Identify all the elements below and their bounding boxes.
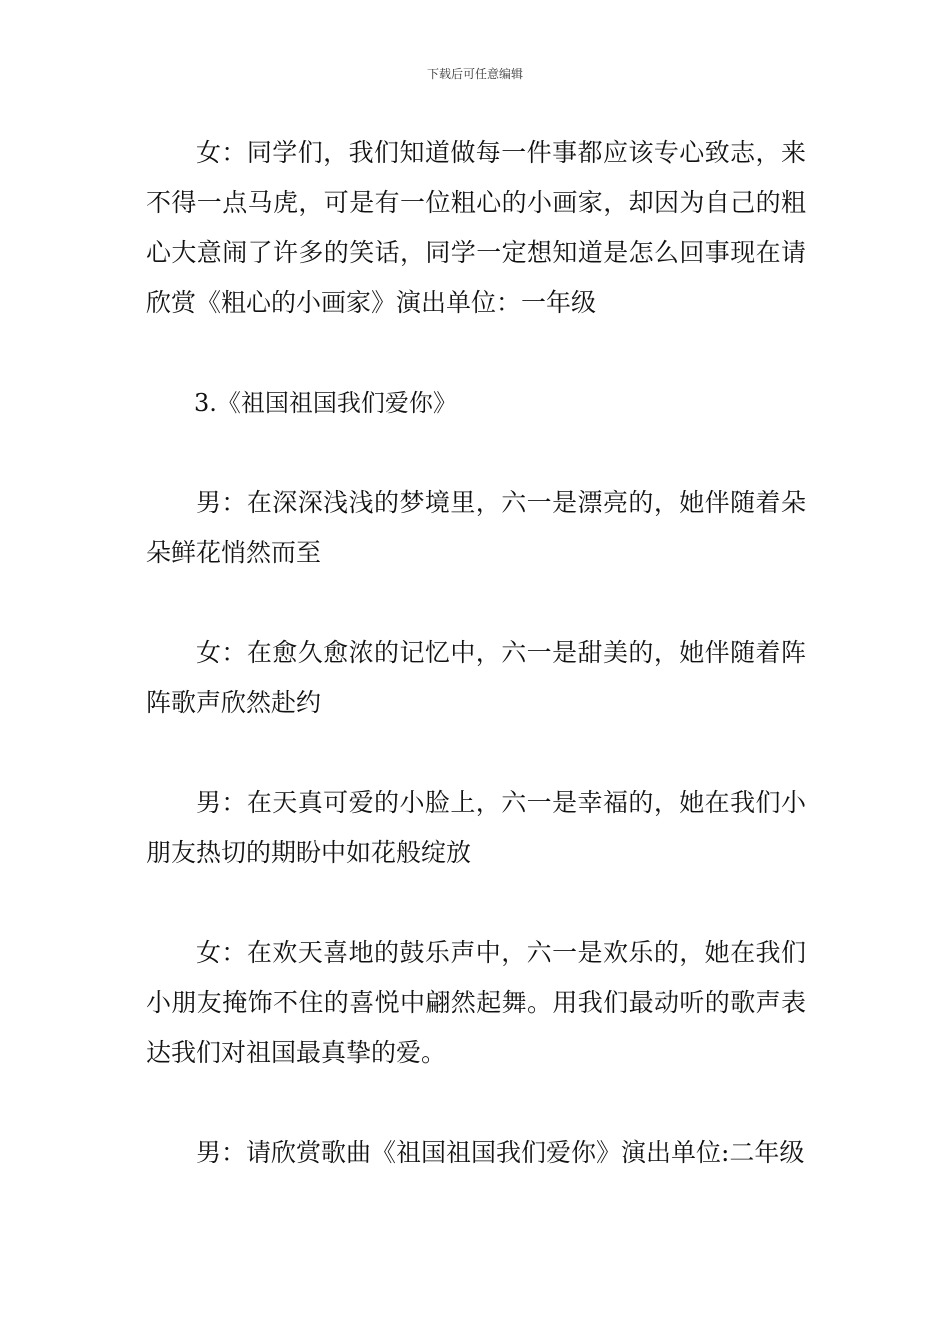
paragraph-female-2: 女：在欢天喜地的鼓乐声中，六一是欢乐的，她在我们小朋友掩饰不住的喜悦中翩然起舞。用我们最动听的歌声表达我们对祖国最真挚的爱。 [146,938,806,1067]
paragraph-male-1: 男：在深深浅浅的梦境里，六一是漂亮的，她伴随着朵朵鲜花悄然而至 [146,488,806,567]
section-heading: 3.《祖国祖国我们爱你》 [194,389,457,417]
paragraph-male-2: 男：在天真可爱的小脸上，六一是幸福的，她在我们小朋友热切的期盼中如花般绽放 [146,788,806,867]
paragraph-gap [146,428,806,478]
paragraph-female-1: 女：在愈久愈浓的记忆中，六一是甜美的，她伴随着阵阵歌声欣然赴约 [146,638,806,717]
paragraph-male-3: 男：请欣赏歌曲《祖国祖国我们爱你》演出单位:二年级 [196,1138,805,1167]
paragraph-gap [146,328,806,378]
paragraph-intro-female: 女：同学们，我们知道做每一件事都应该专心致志，来不得一点马虎，可是有一位粗心的小画家，却因为自己的粗心大意闹了许多的笑话，同学一定想知道是怎么回事现在请欣赏《粗心的小画家》演出单位：一年级 [146,138,806,317]
paragraph-gap [146,878,806,928]
document-body [146,128,806,1178]
paragraph-gap [146,1078,806,1128]
paragraph-gap [146,578,806,628]
paragraph-gap [146,728,806,778]
page-header: 下载后可任意编辑 [426,67,523,81]
